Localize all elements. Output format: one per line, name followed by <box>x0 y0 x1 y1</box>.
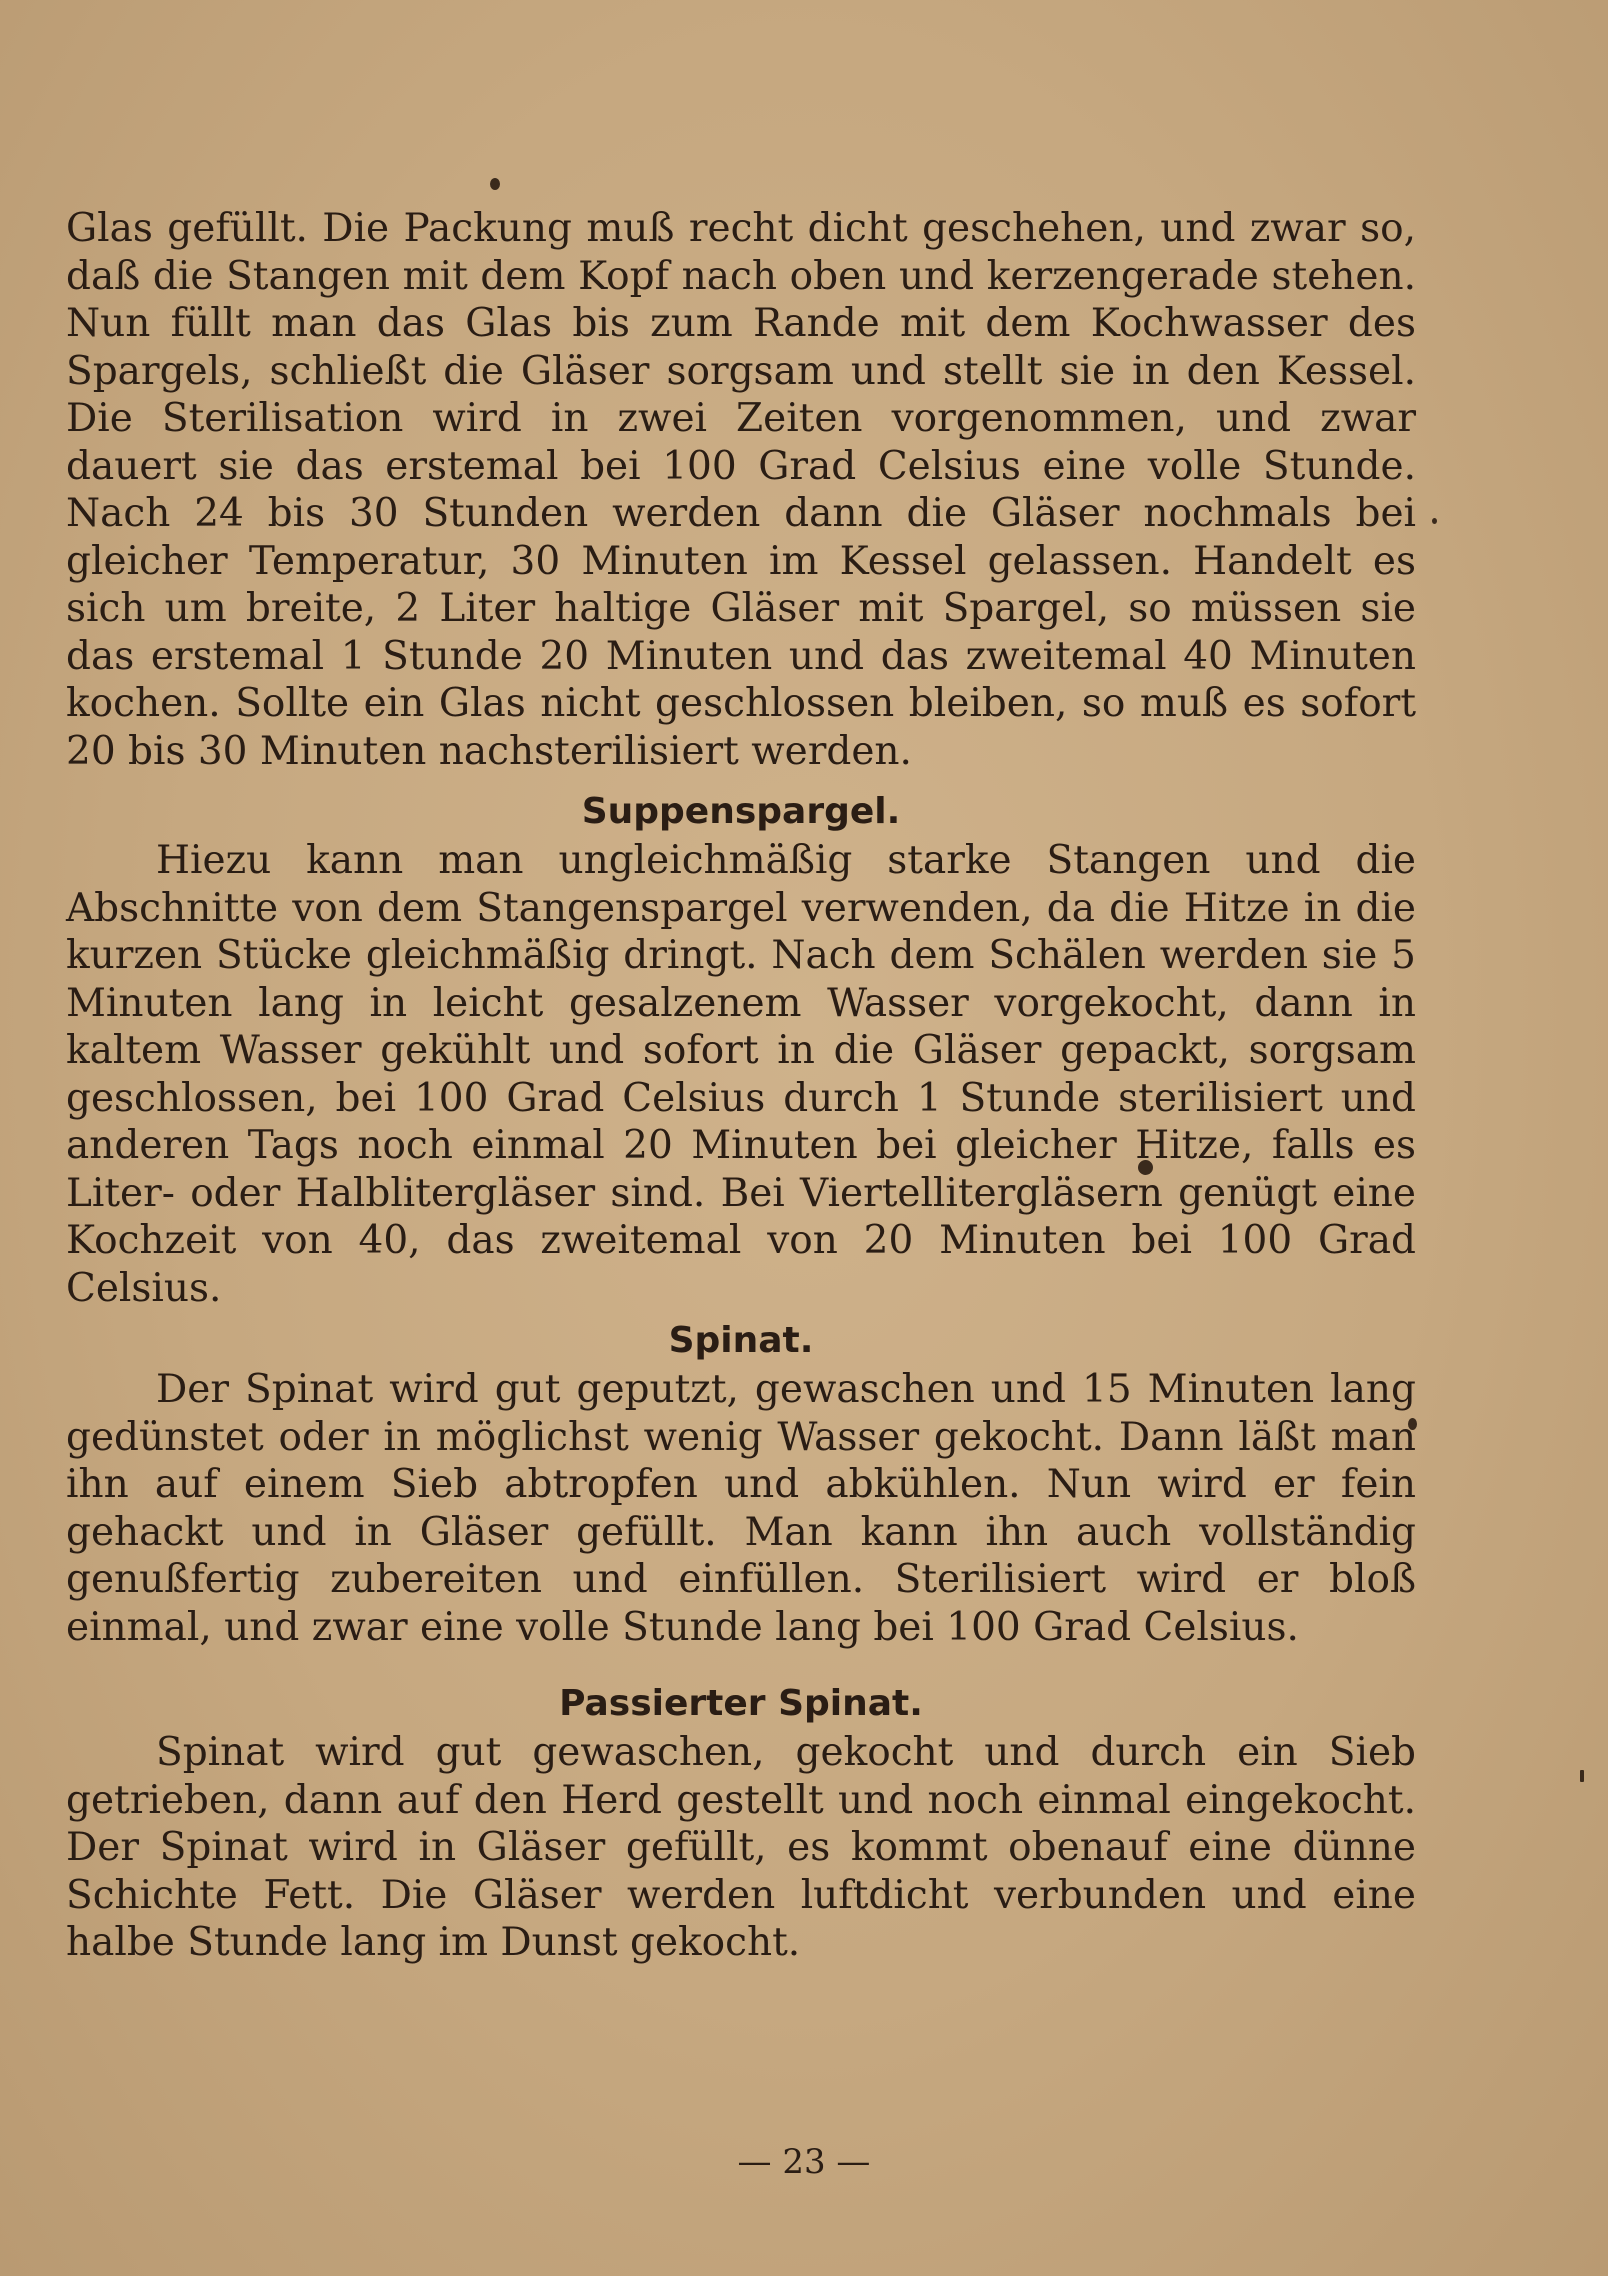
text-column <box>66 205 1416 1967</box>
paragraph-suppenspargel: Hiezu kann man ungleichmäßig starke Stangen und die Abschnitte von dem Stangenspargel verwenden, da die Hitze in die kurzen Stücke gleichmäßig dringt. Nach dem Schälen werden sie 5 Minuten lang in leicht gesalzenem Wasser vorgekocht, dann in kaltem Wasser gekühlt und sofort in die Gläser gepackt, sorgsam geschlossen, bei 100 Grad Celsius durch 1 Stunde sterilisiert und anderen Tags noch einmal 20 Minuten bei gleicher Hitze, falls es Liter- oder Halblitergläser sind. Bei Viertellitergläsern genügt eine Kochzeit von 40, das zweitemal von 20 Minuten bei 100 Grad Celsius. <box>66 838 1416 1311</box>
ink-speck <box>1580 1770 1584 1782</box>
heading-suppenspargel: Suppenspargel. <box>581 791 901 832</box>
heading-passierter-spinat: Passierter Spinat. <box>559 1683 923 1724</box>
heading-spinat: Spinat. <box>668 1320 814 1361</box>
ink-speck <box>1432 518 1437 524</box>
page-number: — 23 — <box>737 2142 871 2182</box>
paragraph-spargel-continued: Glas gefüllt. Die Packung muß recht dicht geschehen, und zwar so, daß die Stangen mit dem Kopf nach oben und kerzengerade stehen. Nun füllt man das Glas bis zum Rande mit dem Kochwasser des Spargels, schließt die Gläser sorgsam und stellt sie in den Kessel. Die Sterilisation wird in zwei Zeiten vorgenommen, und zwar dauert sie das erstemal bei 100 Grad Celsius eine volle Stunde. Nach 24 bis 30 Stunden werden dann die Gläser nochmals bei gleicher Temperatur, 30 Minuten im Kessel gelassen. Handelt es sich um breite, 2 Liter haltige Gläser mit Spargel, so müssen sie das erstemal 1 Stunde 20 Minuten und das zweitemal 40 Minuten kochen. Sollte ein Glas nicht geschlossen bleiben, so muß es sofort 20 bis 30 Minuten nachsterilisiert werden. <box>66 206 1416 774</box>
paragraph-passierter-spinat: Spinat wird gut gewaschen, gekocht und durch ein Sieb getrieben, dann auf den Herd gestellt und noch einmal eingekocht. Der Spinat wird in Gläser gefüllt, es kommt obenauf eine dünne Schichte Fett. Die Gläser werden luftdicht verbunden und eine halbe Stunde lang im Dunst gekocht. <box>66 1730 1416 1965</box>
paragraph-spinat: Der Spinat wird gut geputzt, gewaschen und 15 Minuten lang gedünstet oder in möglichst wenig Wasser gekocht. Dann läßt man ihn auf einem Sieb abtropfen und abkühlen. Nun wird er fein gehackt und in Gläser gefüllt. Man kann ihn auch vollständig genußfertig zubereiten und einfüllen. Sterilisiert wird er bloß einmal, und zwar eine volle Stunde lang bei 100 Grad Celsius. <box>66 1367 1416 1650</box>
ink-speck <box>490 178 500 190</box>
